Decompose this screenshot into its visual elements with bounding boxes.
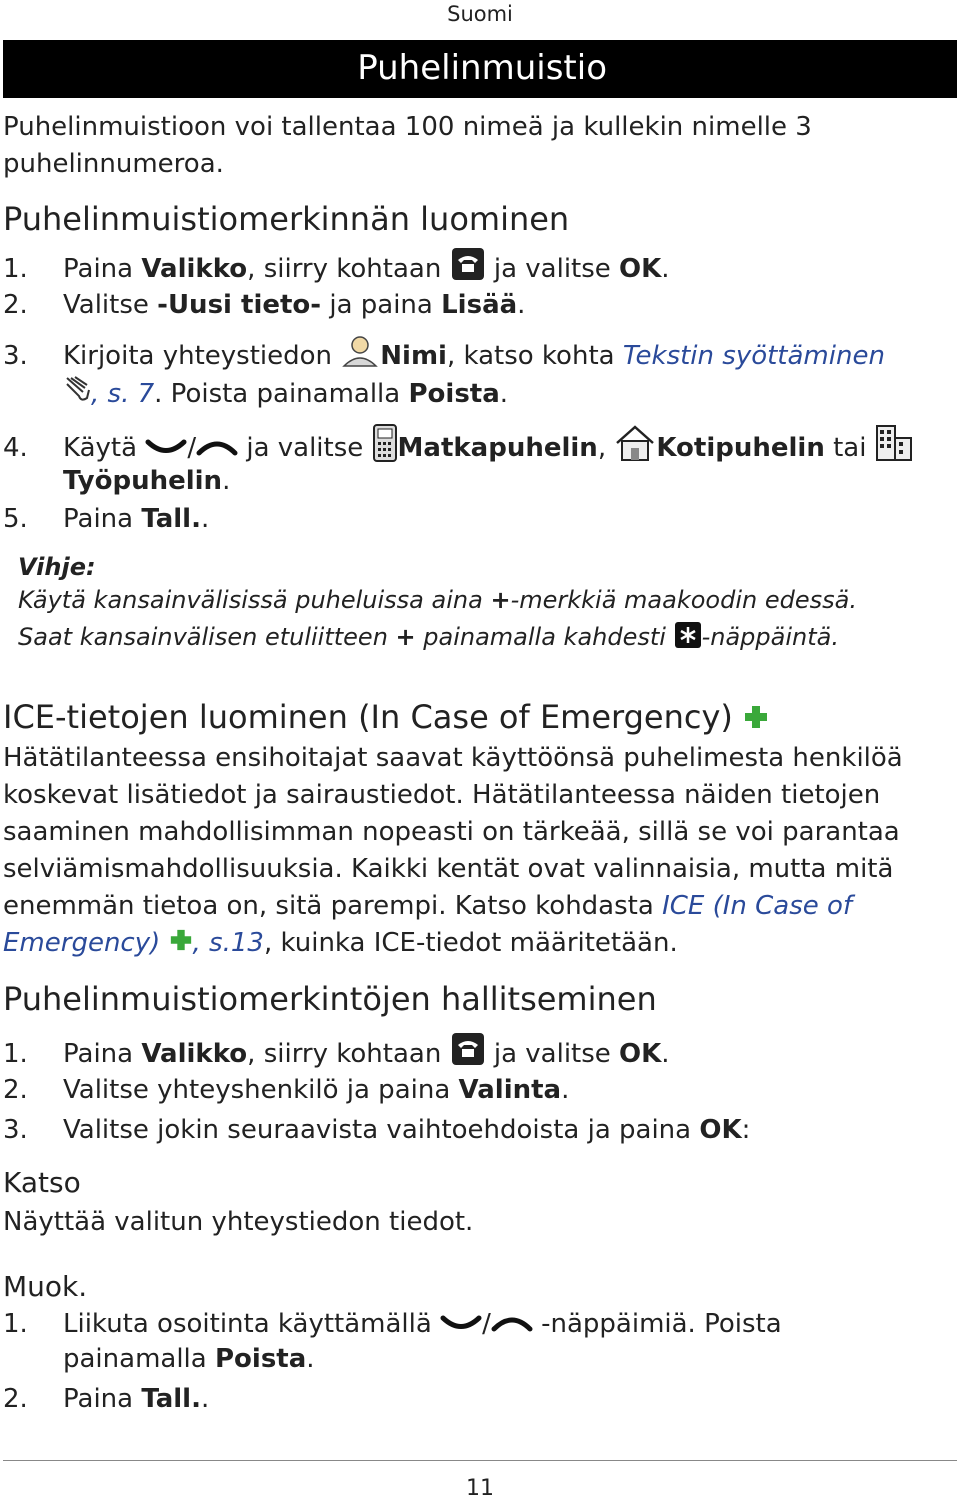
select-label: Valinta xyxy=(458,1075,562,1105)
hand-icon xyxy=(63,374,91,415)
ok-label: OK xyxy=(699,1115,742,1145)
step-text: Paina xyxy=(63,254,142,284)
tip-text: Käytä kansainvälisissä puheluissa aina xyxy=(18,586,491,614)
step-text: Paina xyxy=(63,504,142,534)
step-text: , siirry kohtaan xyxy=(247,254,450,284)
muok-step-1 xyxy=(3,1305,782,1344)
menu-label: Valikko xyxy=(141,254,248,284)
language-label: Suomi xyxy=(447,2,513,26)
create-heading: Puhelinmuistiomerkinnän luominen xyxy=(3,200,570,238)
up-arrow-icon xyxy=(491,1306,533,1344)
step-text: . xyxy=(499,379,509,409)
tip-text: -merkkiä maakoodin edessä. xyxy=(510,586,857,614)
home-phone-label: Kotipuhelin xyxy=(656,433,825,463)
step-text: . xyxy=(661,1039,670,1069)
medical-cross-icon xyxy=(169,925,193,963)
separator: / xyxy=(482,1309,491,1339)
step-text: . xyxy=(661,254,670,284)
step-text: . Poista painamalla xyxy=(154,379,409,409)
add-label: Lisää xyxy=(441,290,518,320)
step-text: Valitse jokin seuraavista vaihtoehdoista ja paina xyxy=(63,1115,700,1145)
name-label: Nimi xyxy=(380,341,447,371)
step-text: painamalla xyxy=(63,1344,215,1374)
step-number: 3. xyxy=(3,1115,28,1145)
step-text: -näppäimiä. Poista xyxy=(532,1309,782,1339)
manage-step-2 xyxy=(3,1071,569,1109)
manage-heading: Puhelinmuistiomerkintöjen hallitseminen xyxy=(3,980,657,1018)
muok-heading: Muok. xyxy=(3,1270,88,1303)
plus-sign: + xyxy=(395,623,416,651)
ice-line-3: saaminen mahdollisimman nopeasti on tärkeää, sillä se voi parantaa xyxy=(3,817,900,847)
step-number: 2. xyxy=(3,1384,28,1414)
work-phone-label: Työpuhelin xyxy=(63,466,223,496)
ice-line-4: selviämismahdollisuuksia. Kaikki kentät ovat valinnaisia, mutta mitä xyxy=(3,854,894,884)
ice-heading-text: ICE-tietojen luominen (In Case of Emergency) xyxy=(3,698,733,736)
medical-cross-icon xyxy=(743,700,769,738)
step-text: : xyxy=(741,1115,751,1145)
step-text: Käytä xyxy=(63,433,146,463)
create-step-3 xyxy=(3,334,885,379)
create-step-3-cont xyxy=(63,374,508,415)
step-text: . xyxy=(200,504,210,534)
step-number: 1. xyxy=(3,1309,28,1339)
mobile-phone-icon xyxy=(372,424,398,473)
page-number: 11 xyxy=(466,1476,494,1501)
step-text: . xyxy=(200,1384,210,1414)
step-text: . xyxy=(306,1344,315,1374)
tip-line-2 xyxy=(18,621,839,655)
separator: / xyxy=(187,433,197,463)
ice-page-link[interactable]: , s.13 xyxy=(192,928,264,958)
muok-step-2 xyxy=(3,1380,209,1418)
step-text: ja valitse xyxy=(238,433,372,463)
step-text: , siirry kohtaan xyxy=(247,1039,450,1069)
down-arrow-icon xyxy=(440,1306,482,1344)
katso-text: Näyttää valitun yhteystiedon tiedot. xyxy=(3,1207,474,1237)
tip-text: -näppäintä. xyxy=(701,623,839,651)
muok-step-1-cont xyxy=(63,1340,315,1378)
home-icon xyxy=(614,424,656,473)
contact-person-icon xyxy=(340,334,380,379)
ice-link[interactable]: ICE (In Case of xyxy=(662,891,853,921)
ice-link[interactable]: Emergency) xyxy=(3,928,161,958)
step-text: . xyxy=(517,290,526,320)
ice-line-5 xyxy=(3,887,852,925)
step-text: Valitse xyxy=(63,290,158,320)
tip-label: Vihje: xyxy=(18,553,96,581)
ice-heading xyxy=(3,698,769,738)
delete-label: Poista xyxy=(408,379,500,409)
step-text: tai xyxy=(824,433,867,463)
delete-label: Poista xyxy=(214,1344,307,1374)
create-step-5 xyxy=(3,500,209,538)
tip-text: Saat kansainvälisen etuliitteen xyxy=(18,623,396,651)
step-text: Paina xyxy=(63,1384,142,1414)
ice-line-6 xyxy=(3,924,678,963)
step-text: ja valitse xyxy=(485,1039,620,1069)
create-step-2 xyxy=(3,286,525,324)
new-entry-label: -Uusi tieto- xyxy=(157,290,322,320)
mobile-label: Matkapuhelin xyxy=(397,433,598,463)
ice-text: enemmän tietoa on, sitä parempi. Katso kohdasta xyxy=(3,891,663,921)
ice-line-2: koskevat lisätiedot ja sairaustiedot. Hätätilanteessa näiden tietojen xyxy=(3,780,881,810)
step-number: 2. xyxy=(3,1075,28,1105)
step-number: 2. xyxy=(3,290,28,320)
step-text: Liikuta osoitinta käyttämällä xyxy=(63,1309,441,1339)
manage-step-3 xyxy=(3,1111,750,1149)
katso-heading: Katso xyxy=(3,1166,81,1199)
office-icon xyxy=(875,424,913,473)
save-label: Tall. xyxy=(141,1384,201,1414)
step-text: . xyxy=(222,466,231,496)
step-text: , katso kohta xyxy=(446,341,623,371)
page-ref-link[interactable]: , s. 7 xyxy=(91,379,155,409)
step-text: Kirjoita yhteystiedon xyxy=(63,341,341,371)
save-label: Tall. xyxy=(141,504,201,534)
ice-line-1: Hätätilanteessa ensihoitajat saavat käyttöönsä puhelimesta henkilöä xyxy=(3,743,903,773)
step-number: 5. xyxy=(3,504,28,534)
create-step-4-cont xyxy=(63,462,230,500)
ice-text: , kuinka ICE-tiedot määritetään. xyxy=(263,928,678,958)
intro-line-1: Puhelinmuistioon voi tallentaa 100 nimeä ja kullekin nimelle 3 xyxy=(3,112,812,142)
step-number: 4. xyxy=(3,433,28,463)
step-text: Valitse yhteyshenkilö ja paina xyxy=(63,1075,459,1105)
step-text: ja valitse xyxy=(485,254,620,284)
step-text: . xyxy=(561,1075,570,1105)
step-number: 1. xyxy=(3,254,28,284)
step-text: Paina xyxy=(63,1039,142,1069)
text-input-link[interactable]: Tekstin syöttäminen xyxy=(622,341,885,371)
menu-label: Valikko xyxy=(141,1039,248,1069)
step-number: 3. xyxy=(3,341,28,371)
ok-label: OK xyxy=(619,1039,662,1069)
step-text: , xyxy=(597,433,615,463)
tip-text: painamalla kahdesti xyxy=(415,623,674,651)
footer-divider xyxy=(3,1460,957,1461)
intro-line-2: puhelinnumeroa. xyxy=(3,149,224,179)
ok-label: OK xyxy=(619,254,662,284)
step-number: 1. xyxy=(3,1039,28,1069)
star-key-icon xyxy=(674,621,702,655)
step-text: ja paina xyxy=(321,290,442,320)
page-title: Puhelinmuistio xyxy=(357,48,607,88)
plus-sign: + xyxy=(490,586,511,614)
title-bar xyxy=(3,40,957,98)
tip-line-1 xyxy=(18,586,857,614)
